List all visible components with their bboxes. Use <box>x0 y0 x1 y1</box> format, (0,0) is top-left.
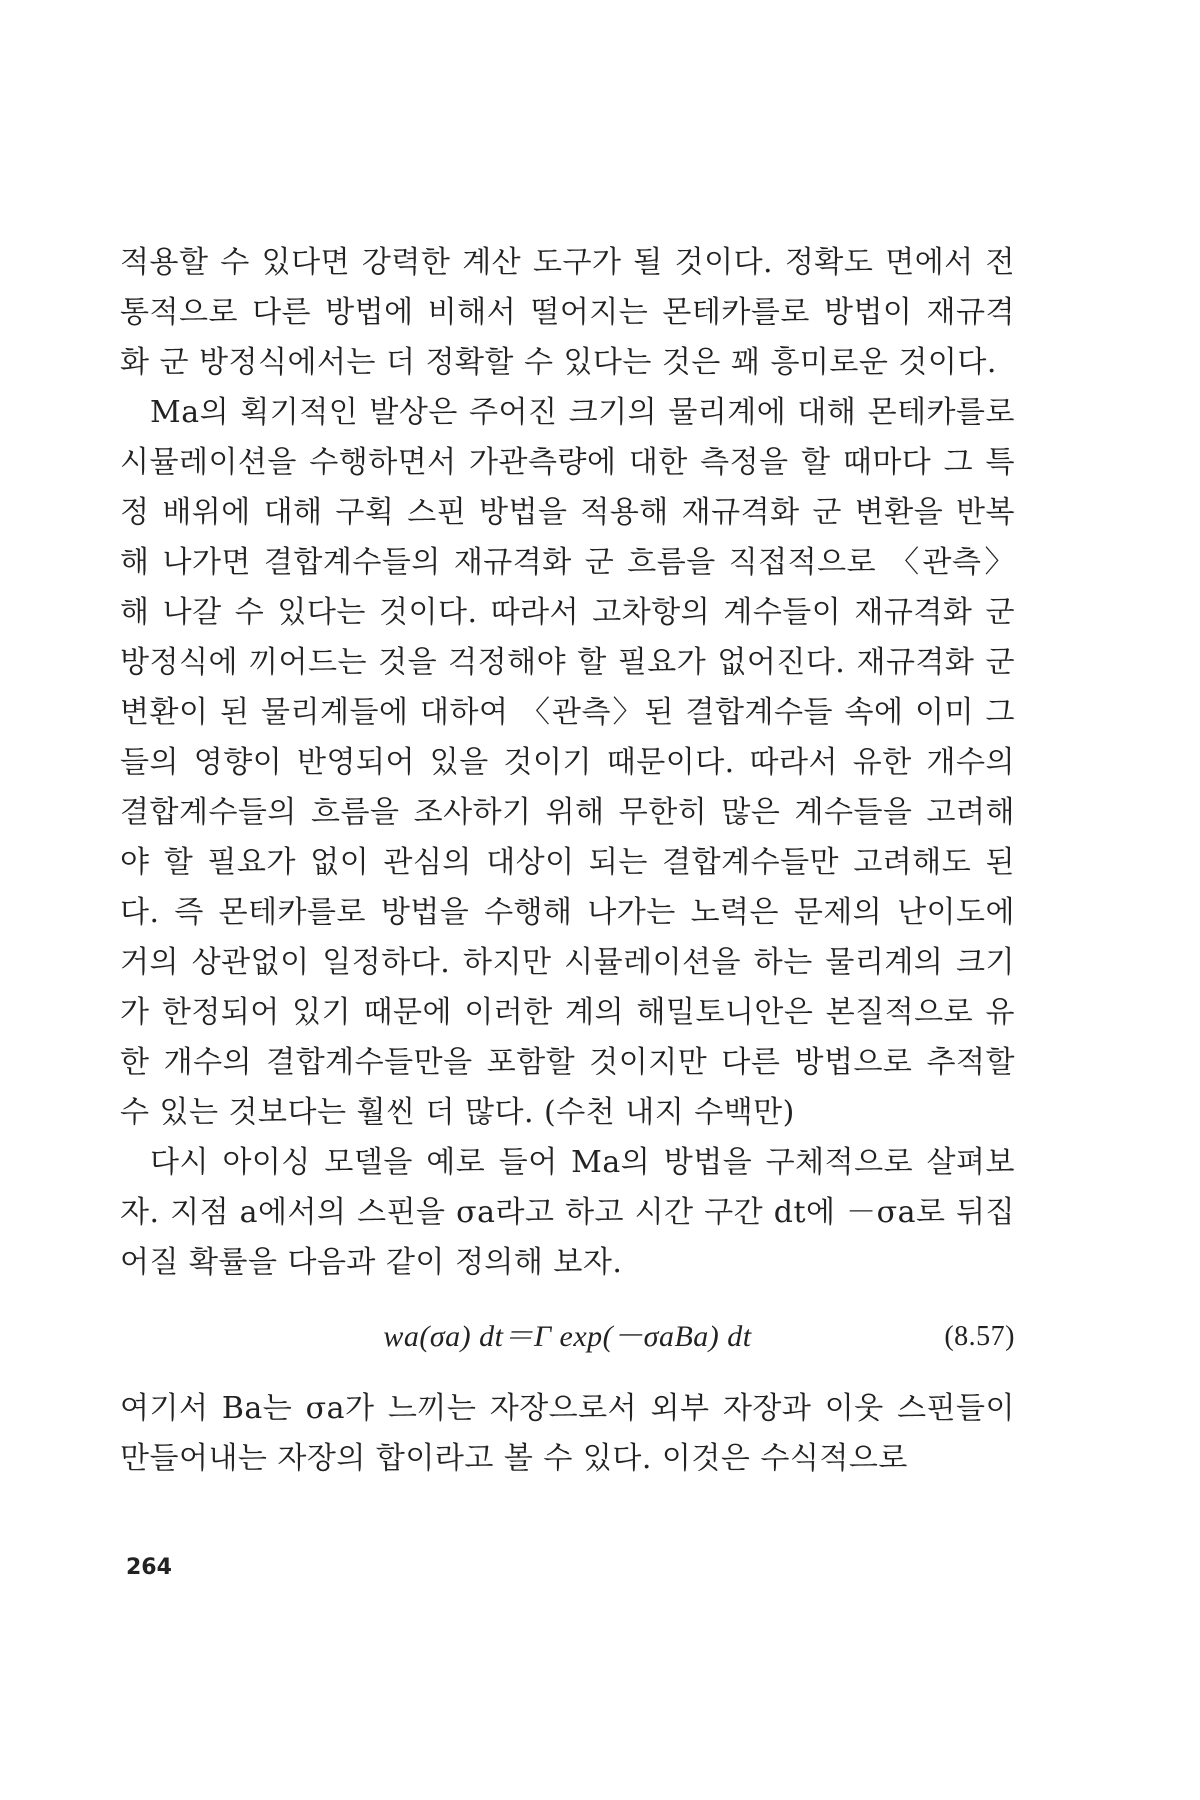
equation-number: (8.57) <box>944 1321 1015 1352</box>
paragraph-2: Ma의 획기적인 발상은 주어진 크기의 물리계에 대해 몬테카를로 시뮬레이션을 수행하면서 가관측량에 대한 측정을 할 때마다 그 특정 배위에 대해 구획 스핀 방법을 적용해 재규격화 군 변환을 반복해 나가면 결합계수들의 재규격화 군 흐름을 직접적으로 〈관측〉해 나갈 수 있다는 것이다. 따라서 고차항의 계수들이 재규격화 군 방정식에 끼어드는 것을 걱정해야 할 필요가 없어진다. 재규격화 군 변환이 된 물리계들에 대하여 〈관측〉된 결합계수들 속에 이미 그들의 영향이 반영되어 있을 것이기 때문이다. 따라서 유한 개수의 결합계수들의 흐름을 조사하기 위해 무한히 많은 계수들을 고려해야 할 필요가 없이 관심의 대상이 되는 결합계수들만 고려해도 된다. 즉 몬테카를로 방법을 수행해 나가는 노력은 문제의 난이도에 거의 상관없이 일정하다. 하지만 시뮬레이션을 하는 물리계의 크기가 한정되어 있기 때문에 이러한 계의 해밀토니안은 본질적으로 유한 개수의 결합계수들만을 포함할 것이지만 다른 방법으로 추적할 수 있는 것보다는 훨씬 더 많다. (수천 내지 수백만) <box>120 395 1015 1130</box>
equation-expression: wa(σa) dt＝Γ exp(－σaBa) dt <box>383 1320 752 1353</box>
body-text <box>120 238 1015 1484</box>
paragraph-3: 다시 아이싱 모델을 예로 들어 Ma의 방법을 구체적으로 살펴보자. 지점 a에서의 스핀을 σa라고 하고 시간 구간 dt에 －σa로 뒤집어질 확률을 다음과 같이 정의해 보자. <box>120 1145 1015 1280</box>
paragraph-4: 여기서 Ba는 σa가 느끼는 자장으로서 외부 자장과 이웃 스핀들이 만들어내는 자장의 합이라고 볼 수 있다. 이것은 수식적으로 <box>120 1391 1015 1476</box>
paragraph-1: 적용할 수 있다면 강력한 계산 도구가 될 것이다. 정확도 면에서 전통적으로 다른 방법에 비해서 떨어지는 몬테카를로 방법이 재규격화 군 방정식에서는 더 정확할 수 있다는 것은 꽤 흥미로운 것이다. <box>120 245 1015 380</box>
page-number: 264 <box>126 1555 172 1580</box>
equation-block <box>120 1302 1015 1372</box>
